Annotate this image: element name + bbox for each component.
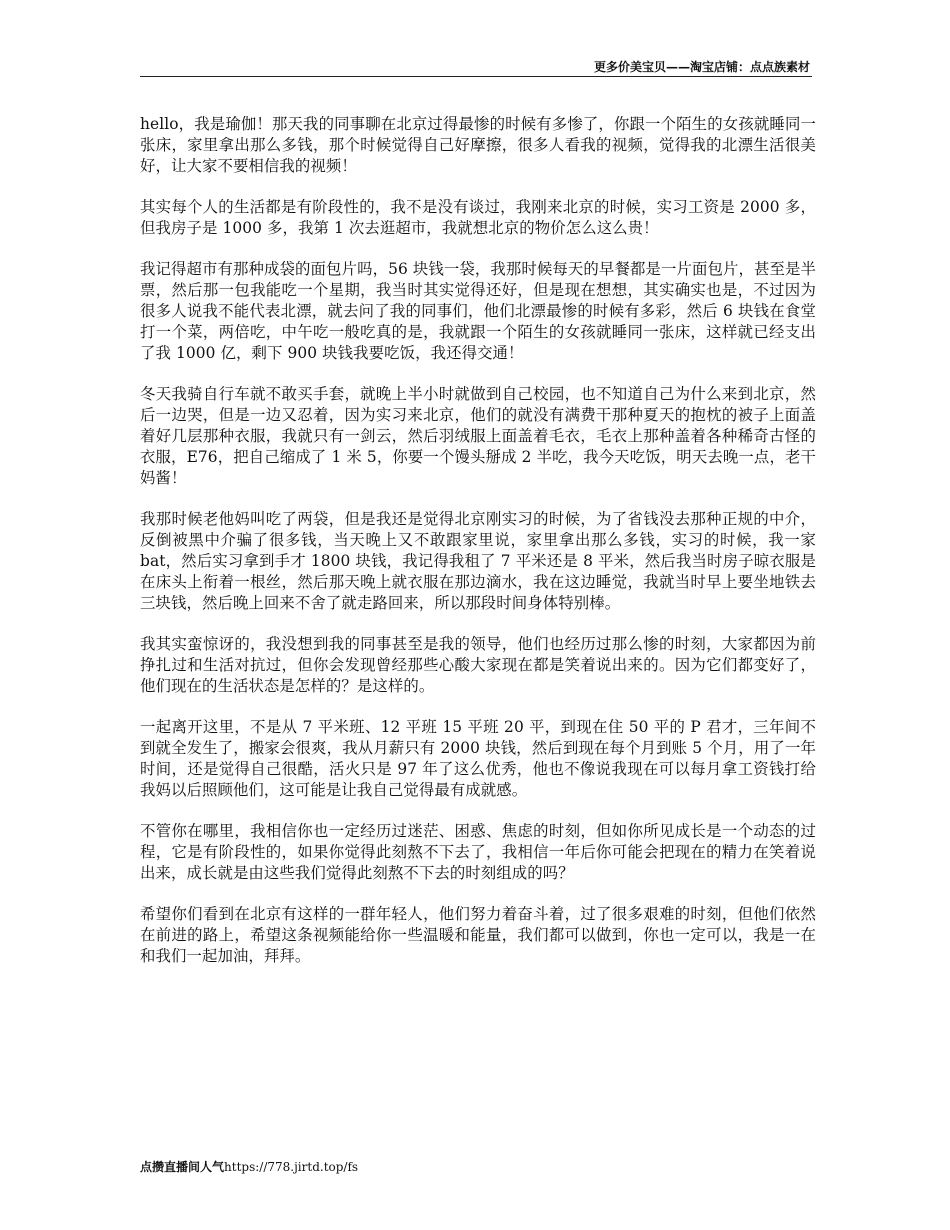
paragraph-4: 冬天我骑自行车就不敢买手套，就晚上半小时就做到自己校园，也不知道自己为什么来到北京，然后一边哭，但是一边又忍着，因为实习来北京，他们的就没有满费干那种夏天的抱枕的被子上面盖着好几层那种衣服，我就只有一剑云，然后羽绒服上面盖着毛衣，毛衣上那种盖着各种稀奇古怪的衣服，E76，把自己缩成了 1 米 5，你要一个馒头掰成 2 半吃，我今天吃饭，明天去晚一点，老干妈酱！ xyxy=(140,385,816,487)
header-shop-text: 更多价美宝贝——淘宝店铺：点点族素材 xyxy=(593,60,810,74)
paragraph-3: 我记得超市有那种成袋的面包片吗，56 块钱一袋，我那时候每天的早餐都是一片面包片，甚至是半票，然后那一包我能吃一个星期，我当时其实觉得还好，但是现在想想，其实确实也是，不过因为很多人说我不能代表北漂，就去问了我的同事们，他们北漂最惨的时候有多彩，然后 6 块钱在食堂打一个菜，两倍吃，中午吃一般吃真的是，我就跟一个陌生的女孩就睡同一张床，这样就已经支出了我 1000 亿，剩下 900 块钱我要吃饭，我还得交通！ xyxy=(140,260,816,362)
paragraph-2: 其实每个人的生活都是有阶段性的，我不是没有谈过，我刚来北京的时候，实习工资是 2000 多，但我房子是 1000 多，我第 1 次去逛超市，我就想北京的物价怎么这么贵！ xyxy=(140,198,816,237)
paragraph-9: 希望你们看到在北京有这样的一群年轻人，他们努力着奋斗着，过了很多艰难的时刻，但他们依然在前进的路上，希望这条视频能给你一些温暖和能量，我们都可以做到，你也一定可以，我是一在和我们一起加油，拜拜。 xyxy=(140,905,816,965)
footer-link[interactable]: https://778.jirtd.top/fs xyxy=(224,1160,359,1174)
paragraph-8: 不管你在哪里，我相信你也一定经历过迷茫、困惑、焦虑的时刻，但如你所见成长是一个动态的过程，它是有阶段性的，如果你觉得此刻熬不下去了，我相信一年后你可能会把现在的精力在笑着说出来，成长就是由这些我们觉得此刻熬不下去的时刻组成的吗？ xyxy=(140,822,816,882)
paragraph-5: 我那时候老他妈叫吃了两袋，但是我还是觉得北京刚实习的时候，为了省钱没去那种正规的中介，反倒被黑中介骗了很多钱，当天晚上又不敢跟家里说，家里拿出那么多钱，实习的时候，我一家 bat，然后实习拿到手才 1800 块钱，我记得我租了 7 平米还是 8 平米，然后我当时房子晾衣服是在床头上衔着一根丝，然后那天晚上就衣服在那边滴水，我在这边睡觉，我就当时早上要坐地铁去三块钱，然后晚上回来不舍了就走路回来，所以那段时间身体特别棒。 xyxy=(140,510,816,612)
paragraph-7: 一起离开这里，不是从 7 平米班、12 平班 15 平班 20 平，到现在住 50 平的 P 君才，三年间不到就全发生了，搬家会很爽，我从月薪只有 2000 块钱，然后到现在每个月到账 5 个月，用了一年时间，还是觉得自己很酷，活火只是 97 年了这么优秀，他也不像说我现在可以每月拿工资钱打给我妈以后照顾他们，这可能是让我自己觉得最有成就感。 xyxy=(140,718,816,799)
page-header xyxy=(140,56,812,77)
footer-label: 点攒直播间人气 xyxy=(140,1160,225,1174)
paragraph-1: hello，我是瑜伽！那天我的同事聊在北京过得最惨的时候有多惨了，你跟一个陌生的女孩就睡同一张床，家里拿出那么多钱，那个时候觉得自己好摩擦，很多人看我的视频，觉得我的北漂生活很美好，让大家不要相信我的视频！ xyxy=(140,115,816,175)
paragraph-6: 我其实蛮惊讶的，我没想到我的同事甚至是我的领导，他们也经历过那么惨的时刻，大家都因为前挣扎过和生活对抗过，但你会发现曾经那些心酸大家现在都是笑着说出来的。因为它们都变好了，他们现在的生活状态是怎样的？是这样的。 xyxy=(140,635,816,695)
page-footer xyxy=(140,1158,358,1175)
document-body xyxy=(140,114,816,987)
